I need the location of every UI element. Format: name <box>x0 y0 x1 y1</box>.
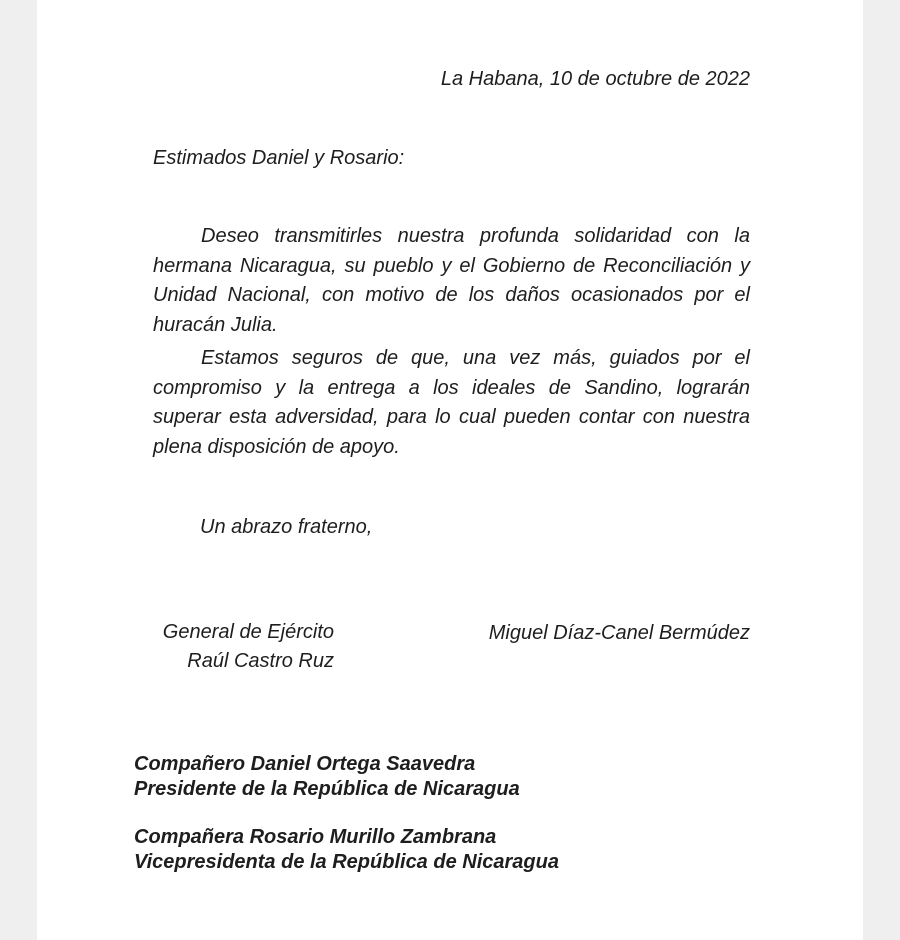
letter-date: La Habana, 10 de octubre de 2022 <box>440 68 750 90</box>
recipient-block-1 <box>134 752 520 802</box>
letter-closing: Un abrazo fraterno, <box>200 516 373 538</box>
recipient-2-title: Vicepresidenta de la República de Nicaragua <box>134 851 559 873</box>
letter-greeting: Estimados Daniel y Rosario: <box>153 147 405 169</box>
signature-left-name: Raúl Castro Ruz <box>187 650 334 672</box>
recipient-2-name: Compañera Rosario Murillo Zambrana <box>134 826 497 848</box>
letter-paragraph-2: Estamos seguros de que, una vez más, guiados por el compromiso y la entrega a los ideales de Sandino, lograrán superar esta adversidad, para lo cual pueden contar con nuestra plena disposición de apoyo. <box>153 347 750 458</box>
letter-page <box>37 0 863 940</box>
recipient-1-title: Presidente de la República de Nicaragua <box>134 778 520 800</box>
signature-left <box>153 618 334 676</box>
signature-left-title: General de Ejército <box>162 621 334 643</box>
signature-right-name: Miguel Díaz-Canel Bermúdez <box>488 622 750 644</box>
recipient-block-2 <box>134 825 559 875</box>
letter-paragraph-1: Deseo transmitirles nuestra profunda solidaridad con la hermana Nicaragua, su pueblo y el Gobierno de Reconciliación y Unidad Nacional, con motivo de los daños ocasionados por el huracán Julia. <box>153 225 750 336</box>
recipient-1-name: Compañero Daniel Ortega Saavedra <box>134 753 476 775</box>
